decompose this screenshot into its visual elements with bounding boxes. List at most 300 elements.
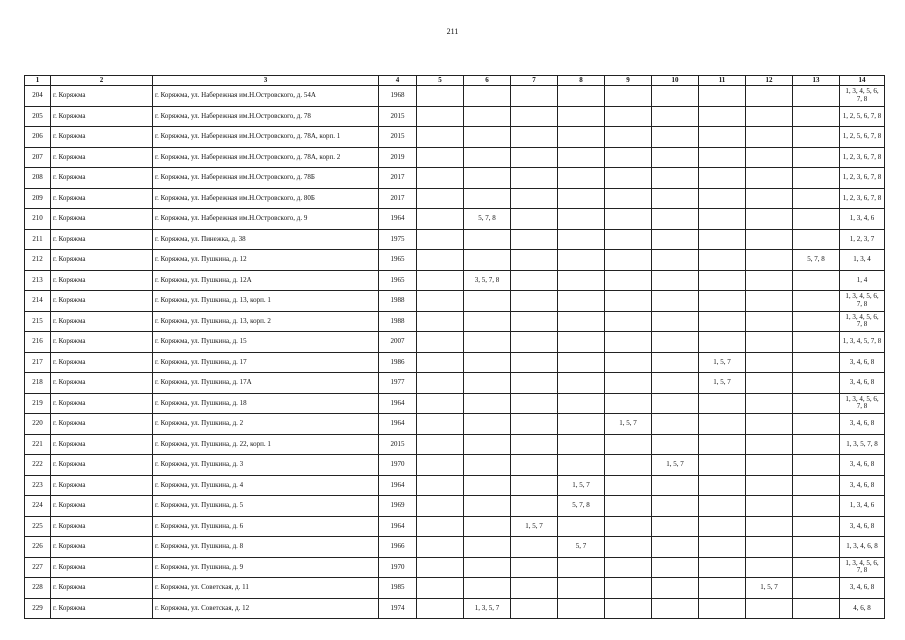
- col14-cell: 4, 6, 8: [840, 598, 885, 619]
- col7-cell: [511, 188, 558, 209]
- col11-cell: [699, 209, 746, 230]
- table-row: [25, 475, 885, 496]
- column-header-2: 2: [51, 76, 153, 86]
- col9-cell: [605, 496, 652, 517]
- col10-cell: [652, 250, 699, 271]
- col7-cell: [511, 434, 558, 455]
- col11-cell: [699, 537, 746, 558]
- col12-cell: [746, 270, 793, 291]
- col5-cell: [417, 557, 464, 578]
- col14-cell: 1, 3, 4, 5, 6, 7, 8: [840, 291, 885, 312]
- col9-cell: [605, 373, 652, 394]
- col12-cell: [746, 496, 793, 517]
- col11-cell: [699, 332, 746, 353]
- address-cell: г. Коряжма, ул. Пушкина, д. 12А: [153, 270, 379, 291]
- col13-cell: [793, 475, 840, 496]
- col11-cell: [699, 270, 746, 291]
- col8-cell: [558, 352, 605, 373]
- col7-cell: 1, 5, 7: [511, 516, 558, 537]
- col14-cell: 1, 3, 4: [840, 250, 885, 271]
- city-cell: г. Коряжма: [51, 147, 153, 168]
- col12-cell: [746, 332, 793, 353]
- col12-cell: [746, 291, 793, 312]
- col10-cell: [652, 598, 699, 619]
- year-cell: 1974: [379, 598, 417, 619]
- table-row: [25, 332, 885, 353]
- col14-cell: 1, 3, 5, 7, 8: [840, 434, 885, 455]
- col6-cell: [464, 86, 511, 107]
- col6-cell: [464, 393, 511, 414]
- col10-cell: [652, 496, 699, 517]
- col7-cell: [511, 393, 558, 414]
- col11-cell: [699, 414, 746, 435]
- col12-cell: [746, 393, 793, 414]
- table-row: [25, 209, 885, 230]
- col12-cell: [746, 147, 793, 168]
- table-row: [25, 250, 885, 271]
- col14-cell: 3, 4, 6, 8: [840, 414, 885, 435]
- address-cell: г. Коряжма, ул. Набережная им.Н.Островского, д. 80Б: [153, 188, 379, 209]
- table-row: [25, 86, 885, 107]
- col12-cell: [746, 537, 793, 558]
- col10-cell: [652, 106, 699, 127]
- col10-cell: [652, 475, 699, 496]
- col12-cell: [746, 373, 793, 394]
- table-row: [25, 598, 885, 619]
- col12-cell: [746, 352, 793, 373]
- column-header-7: 7: [511, 76, 558, 86]
- address-cell: г. Коряжма, ул. Советская, д. 11: [153, 578, 379, 599]
- row-number-cell: 210: [25, 209, 51, 230]
- col6-cell: [464, 578, 511, 599]
- col8-cell: [558, 106, 605, 127]
- col7-cell: [511, 291, 558, 312]
- column-header-11: 11: [699, 76, 746, 86]
- col13-cell: [793, 414, 840, 435]
- col5-cell: [417, 373, 464, 394]
- col9-cell: [605, 229, 652, 250]
- city-cell: г. Коряжма: [51, 127, 153, 148]
- col6-cell: [464, 106, 511, 127]
- col5-cell: [417, 455, 464, 476]
- col14-cell: 3, 4, 6, 8: [840, 475, 885, 496]
- column-header-10: 10: [652, 76, 699, 86]
- col8-cell: [558, 332, 605, 353]
- table-row: [25, 127, 885, 148]
- col5-cell: [417, 147, 464, 168]
- col12-cell: [746, 127, 793, 148]
- col10-cell: [652, 434, 699, 455]
- col7-cell: [511, 86, 558, 107]
- col9-cell: [605, 168, 652, 189]
- column-header-12: 12: [746, 76, 793, 86]
- row-number-cell: 208: [25, 168, 51, 189]
- col12-cell: [746, 311, 793, 332]
- address-cell: г. Коряжма, ул. Пинежка, д. 38: [153, 229, 379, 250]
- col6-cell: [464, 352, 511, 373]
- col10-cell: [652, 578, 699, 599]
- table-row: [25, 147, 885, 168]
- year-cell: 2015: [379, 106, 417, 127]
- year-cell: 1964: [379, 414, 417, 435]
- col7-cell: [511, 250, 558, 271]
- col10-cell: [652, 537, 699, 558]
- row-number-cell: 212: [25, 250, 51, 271]
- col7-cell: [511, 496, 558, 517]
- year-cell: 2007: [379, 332, 417, 353]
- table-body: [25, 86, 885, 619]
- city-cell: г. Коряжма: [51, 434, 153, 455]
- col11-cell: [699, 311, 746, 332]
- col6-cell: [464, 373, 511, 394]
- col11-cell: [699, 106, 746, 127]
- col5-cell: [417, 393, 464, 414]
- col7-cell: [511, 147, 558, 168]
- year-cell: 2015: [379, 127, 417, 148]
- col12-cell: [746, 434, 793, 455]
- city-cell: г. Коряжма: [51, 291, 153, 312]
- address-cell: г. Коряжма, ул. Пушкина, д. 15: [153, 332, 379, 353]
- col5-cell: [417, 127, 464, 148]
- col8-cell: [558, 516, 605, 537]
- row-number-cell: 223: [25, 475, 51, 496]
- table-row: [25, 434, 885, 455]
- col9-cell: [605, 209, 652, 230]
- col10-cell: 1, 5, 7: [652, 455, 699, 476]
- address-cell: г. Коряжма, ул. Пушкина, д. 8: [153, 537, 379, 558]
- col9-cell: [605, 291, 652, 312]
- col10-cell: [652, 86, 699, 107]
- col14-cell: 1, 3, 4, 5, 6, 7, 8: [840, 86, 885, 107]
- table-row: [25, 537, 885, 558]
- col9-cell: [605, 475, 652, 496]
- city-cell: г. Коряжма: [51, 393, 153, 414]
- col12-cell: [746, 86, 793, 107]
- col6-cell: [464, 250, 511, 271]
- col14-cell: 1, 2, 3, 7: [840, 229, 885, 250]
- col6-cell: [464, 516, 511, 537]
- col7-cell: [511, 598, 558, 619]
- row-number-cell: 224: [25, 496, 51, 517]
- col9-cell: 1, 5, 7: [605, 414, 652, 435]
- row-number-cell: 227: [25, 557, 51, 578]
- col5-cell: [417, 86, 464, 107]
- col5-cell: [417, 168, 464, 189]
- col6-cell: [464, 127, 511, 148]
- city-cell: г. Коряжма: [51, 537, 153, 558]
- col7-cell: [511, 557, 558, 578]
- col8-cell: [558, 270, 605, 291]
- col9-cell: [605, 147, 652, 168]
- year-cell: 1964: [379, 516, 417, 537]
- col11-cell: [699, 229, 746, 250]
- row-number-cell: 215: [25, 311, 51, 332]
- col5-cell: [417, 475, 464, 496]
- row-number-cell: 229: [25, 598, 51, 619]
- table-row: [25, 270, 885, 291]
- year-cell: 2017: [379, 168, 417, 189]
- col12-cell: [746, 598, 793, 619]
- col9-cell: [605, 188, 652, 209]
- col7-cell: [511, 229, 558, 250]
- address-cell: г. Коряжма, ул. Набережная им.Н.Островского, д. 78Б: [153, 168, 379, 189]
- col7-cell: [511, 127, 558, 148]
- col9-cell: [605, 578, 652, 599]
- table-row: [25, 168, 885, 189]
- year-cell: 2019: [379, 147, 417, 168]
- col6-cell: 1, 3, 5, 7: [464, 598, 511, 619]
- city-cell: г. Коряжма: [51, 86, 153, 107]
- header-row: [25, 76, 885, 86]
- col7-cell: [511, 168, 558, 189]
- col10-cell: [652, 291, 699, 312]
- address-cell: г. Коряжма, ул. Пушкина, д. 3: [153, 455, 379, 476]
- city-cell: г. Коряжма: [51, 332, 153, 353]
- col9-cell: [605, 106, 652, 127]
- col8-cell: [558, 229, 605, 250]
- table-row: [25, 393, 885, 414]
- col10-cell: [652, 229, 699, 250]
- col9-cell: [605, 311, 652, 332]
- col9-cell: [605, 332, 652, 353]
- year-cell: 1964: [379, 209, 417, 230]
- col8-cell: 1, 5, 7: [558, 475, 605, 496]
- year-cell: 1977: [379, 373, 417, 394]
- address-cell: г. Коряжма, ул. Пушкина, д. 4: [153, 475, 379, 496]
- col14-cell: 1, 3, 4, 5, 6, 7, 8: [840, 557, 885, 578]
- col13-cell: [793, 127, 840, 148]
- col13-cell: [793, 373, 840, 394]
- col9-cell: [605, 270, 652, 291]
- col7-cell: [511, 209, 558, 230]
- address-cell: г. Коряжма, ул. Пушкина, д. 18: [153, 393, 379, 414]
- col7-cell: [511, 475, 558, 496]
- col13-cell: [793, 598, 840, 619]
- col8-cell: [558, 250, 605, 271]
- col13-cell: [793, 537, 840, 558]
- col5-cell: [417, 270, 464, 291]
- col10-cell: [652, 188, 699, 209]
- col5-cell: [417, 434, 464, 455]
- year-cell: 1975: [379, 229, 417, 250]
- address-cell: г. Коряжма, ул. Пушкина, д. 13, корп. 2: [153, 311, 379, 332]
- col5-cell: [417, 578, 464, 599]
- col7-cell: [511, 373, 558, 394]
- table-row: [25, 578, 885, 599]
- row-number-cell: 216: [25, 332, 51, 353]
- col11-cell: [699, 393, 746, 414]
- col8-cell: [558, 311, 605, 332]
- col12-cell: [746, 229, 793, 250]
- col11-cell: 1, 5, 7: [699, 373, 746, 394]
- year-cell: 1988: [379, 311, 417, 332]
- col13-cell: [793, 352, 840, 373]
- row-number-cell: 206: [25, 127, 51, 148]
- col14-cell: 1, 2, 3, 6, 7, 8: [840, 147, 885, 168]
- col10-cell: [652, 147, 699, 168]
- col8-cell: [558, 434, 605, 455]
- column-header-3: 3: [153, 76, 379, 86]
- row-number-cell: 221: [25, 434, 51, 455]
- col12-cell: [746, 168, 793, 189]
- col9-cell: [605, 393, 652, 414]
- city-cell: г. Коряжма: [51, 455, 153, 476]
- col10-cell: [652, 270, 699, 291]
- column-header-13: 13: [793, 76, 840, 86]
- address-cell: г. Коряжма, ул. Советская, д. 12: [153, 598, 379, 619]
- col8-cell: [558, 414, 605, 435]
- city-cell: г. Коряжма: [51, 168, 153, 189]
- col11-cell: 1, 5, 7: [699, 352, 746, 373]
- col14-cell: 1, 2, 3, 6, 7, 8: [840, 188, 885, 209]
- col14-cell: 1, 3, 4, 5, 7, 8: [840, 332, 885, 353]
- table-row: [25, 311, 885, 332]
- col14-cell: 3, 4, 6, 8: [840, 578, 885, 599]
- year-cell: 1968: [379, 86, 417, 107]
- col10-cell: [652, 373, 699, 394]
- col12-cell: [746, 557, 793, 578]
- year-cell: 1964: [379, 475, 417, 496]
- col14-cell: 1, 3, 4, 6, 8: [840, 537, 885, 558]
- col5-cell: [417, 598, 464, 619]
- col9-cell: [605, 250, 652, 271]
- col10-cell: [652, 557, 699, 578]
- col13-cell: [793, 516, 840, 537]
- address-cell: г. Коряжма, ул. Пушкина, д. 6: [153, 516, 379, 537]
- column-header-5: 5: [417, 76, 464, 86]
- col6-cell: [464, 496, 511, 517]
- city-cell: г. Коряжма: [51, 188, 153, 209]
- col6-cell: [464, 332, 511, 353]
- col9-cell: [605, 557, 652, 578]
- col8-cell: [558, 168, 605, 189]
- col6-cell: [464, 475, 511, 496]
- col11-cell: [699, 127, 746, 148]
- col11-cell: [699, 557, 746, 578]
- col6-cell: [464, 557, 511, 578]
- row-number-cell: 204: [25, 86, 51, 107]
- col10-cell: [652, 414, 699, 435]
- col6-cell: [464, 168, 511, 189]
- col10-cell: [652, 209, 699, 230]
- row-number-cell: 226: [25, 537, 51, 558]
- row-number-cell: 207: [25, 147, 51, 168]
- col12-cell: 1, 5, 7: [746, 578, 793, 599]
- col8-cell: [558, 598, 605, 619]
- col12-cell: [746, 414, 793, 435]
- column-header-4: 4: [379, 76, 417, 86]
- city-cell: г. Коряжма: [51, 496, 153, 517]
- col14-cell: 1, 2, 3, 6, 7, 8: [840, 168, 885, 189]
- column-header-14: 14: [840, 76, 885, 86]
- address-cell: г. Коряжма, ул. Пушкина, д. 12: [153, 250, 379, 271]
- col8-cell: [558, 373, 605, 394]
- col5-cell: [417, 229, 464, 250]
- address-cell: г. Коряжма, ул. Пушкина, д. 13, корп. 1: [153, 291, 379, 312]
- year-cell: 1966: [379, 537, 417, 558]
- year-cell: 1965: [379, 270, 417, 291]
- col8-cell: [558, 455, 605, 476]
- col5-cell: [417, 291, 464, 312]
- col11-cell: [699, 434, 746, 455]
- col5-cell: [417, 414, 464, 435]
- col13-cell: [793, 147, 840, 168]
- table-row: [25, 229, 885, 250]
- col8-cell: [558, 188, 605, 209]
- col8-cell: [558, 557, 605, 578]
- row-number-cell: 209: [25, 188, 51, 209]
- col12-cell: [746, 209, 793, 230]
- col7-cell: [511, 537, 558, 558]
- table-row: [25, 188, 885, 209]
- city-cell: г. Коряжма: [51, 270, 153, 291]
- col6-cell: [464, 455, 511, 476]
- city-cell: г. Коряжма: [51, 475, 153, 496]
- col7-cell: [511, 270, 558, 291]
- col7-cell: [511, 332, 558, 353]
- city-cell: г. Коряжма: [51, 250, 153, 271]
- row-number-cell: 211: [25, 229, 51, 250]
- address-cell: г. Коряжма, ул. Пушкина, д. 5: [153, 496, 379, 517]
- row-number-cell: 219: [25, 393, 51, 414]
- col13-cell: [793, 209, 840, 230]
- col14-cell: 3, 4, 6, 8: [840, 516, 885, 537]
- col12-cell: [746, 106, 793, 127]
- col13-cell: [793, 270, 840, 291]
- col13-cell: [793, 557, 840, 578]
- city-cell: г. Коряжма: [51, 106, 153, 127]
- col11-cell: [699, 86, 746, 107]
- col9-cell: [605, 537, 652, 558]
- housing-table: [24, 75, 885, 619]
- city-cell: г. Коряжма: [51, 557, 153, 578]
- col5-cell: [417, 352, 464, 373]
- col11-cell: [699, 147, 746, 168]
- year-cell: 1988: [379, 291, 417, 312]
- col6-cell: 3, 5, 7, 8: [464, 270, 511, 291]
- row-number-cell: 213: [25, 270, 51, 291]
- column-header-9: 9: [605, 76, 652, 86]
- col11-cell: [699, 291, 746, 312]
- column-header-6: 6: [464, 76, 511, 86]
- year-cell: 1970: [379, 455, 417, 476]
- address-cell: г. Коряжма, ул. Набережная им.Н.Островского, д. 9: [153, 209, 379, 230]
- address-cell: г. Коряжма, ул. Набережная им.Н.Островского, д. 78А, корп. 1: [153, 127, 379, 148]
- row-number-cell: 214: [25, 291, 51, 312]
- column-header-1: 1: [25, 76, 51, 86]
- col14-cell: 1, 3, 4, 5, 6, 7, 8: [840, 393, 885, 414]
- col6-cell: [464, 311, 511, 332]
- city-cell: г. Коряжма: [51, 598, 153, 619]
- col13-cell: [793, 455, 840, 476]
- col6-cell: [464, 147, 511, 168]
- year-cell: 2015: [379, 434, 417, 455]
- address-cell: г. Коряжма, ул. Пушкина, д. 2: [153, 414, 379, 435]
- year-cell: 1970: [379, 557, 417, 578]
- col7-cell: [511, 414, 558, 435]
- col11-cell: [699, 250, 746, 271]
- col9-cell: [605, 516, 652, 537]
- address-cell: г. Коряжма, ул. Пушкина, д. 17: [153, 352, 379, 373]
- col5-cell: [417, 332, 464, 353]
- table-row: [25, 414, 885, 435]
- col13-cell: [793, 311, 840, 332]
- row-number-cell: 225: [25, 516, 51, 537]
- col12-cell: [746, 455, 793, 476]
- col9-cell: [605, 434, 652, 455]
- col5-cell: [417, 311, 464, 332]
- col14-cell: 1, 3, 4, 6: [840, 496, 885, 517]
